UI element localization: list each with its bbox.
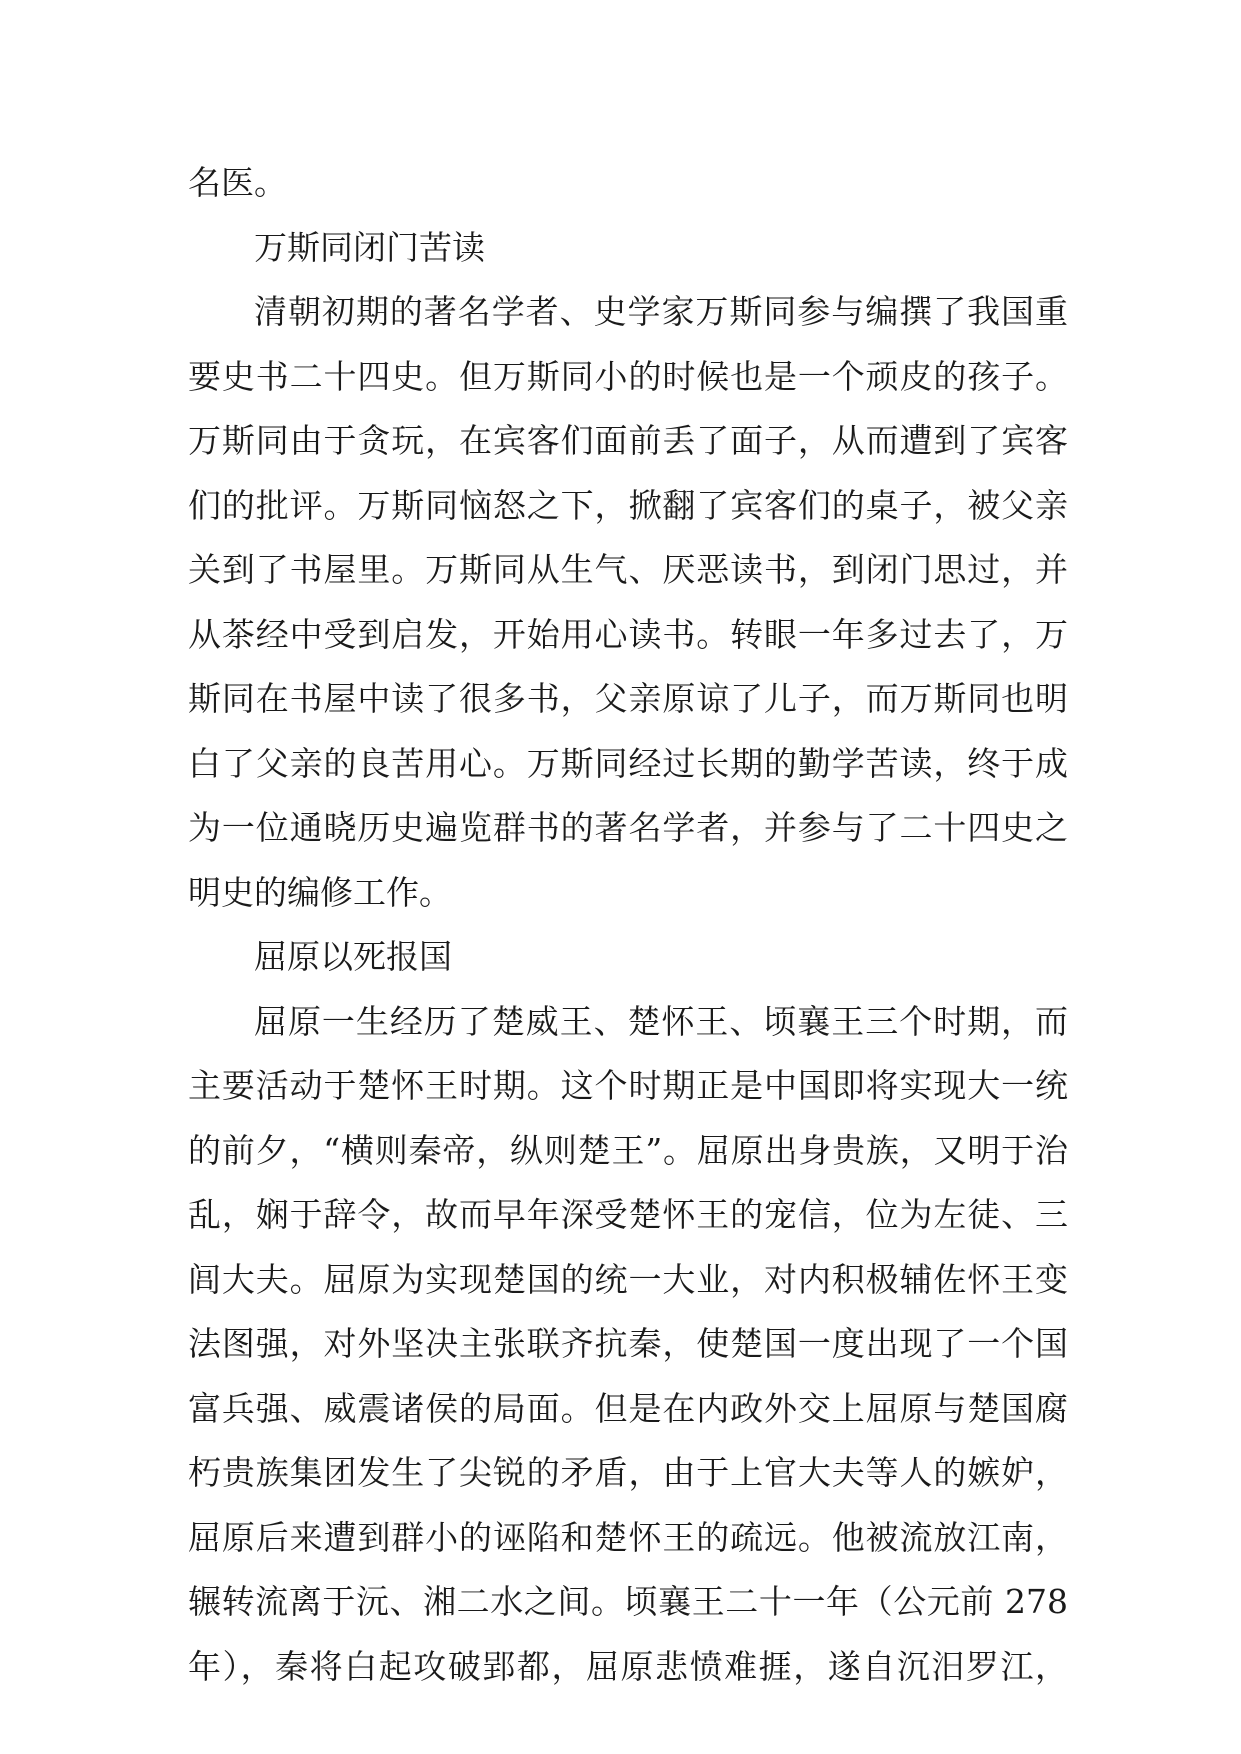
text-line: 万斯同闭门苦读 [254, 227, 485, 267]
text-line: 清朝初期的著名学者、史学家万斯同参与编撰了我国重 [254, 292, 1068, 331]
text-line: 们的批评。万斯同恼怒之下，掀翻了宾客们的桌子，被父亲 [188, 485, 1068, 525]
text-line: 屈原以死报国 [254, 937, 452, 976]
text-line: 年），秦将白起攻破郢都，屈原悲愤难捱，遂自沉汨罗江， [188, 1646, 1068, 1686]
text-line: 主要活动于楚怀王时期。这个时期正是中国即将实现大一统 [188, 1066, 1068, 1105]
text-line: 富兵强、威震诸侯的局面。但是在内政外交上屈原与楚国腐 [188, 1388, 1068, 1428]
text-line: 乱，娴于辞令，故而早年深受楚怀王的宠信，位为左徒、三 [188, 1195, 1068, 1234]
text-line: 斯同在书屋中读了很多书，父亲原谅了儿子，而万斯同也明 [188, 679, 1068, 718]
text-line: 为一位通晓历史遍览群书的著名学者，并参与了二十四史之 [188, 808, 1068, 847]
text-line: 名医。 [188, 163, 287, 202]
text-line: 屈原一生经历了楚威王、楚怀王、顷襄王三个时期，而 [254, 1001, 1068, 1041]
text-line: 白了父亲的良苦用心。万斯同经过长期的勤学苦读，终于成 [188, 743, 1068, 783]
text-line: 法图强，对外坚决主张联齐抗秦，使楚国一度出现了一个国 [188, 1324, 1068, 1363]
text-line: 明史的编修工作。 [188, 872, 452, 912]
text-line: 闾大夫。屈原为实现楚国的统一大业，对内积极辅佐怀王变 [188, 1259, 1068, 1299]
text-line: 的前夕，“横则秦帝，纵则楚王”。屈原出身贵族，又明于治 [188, 1130, 1068, 1170]
body-text [188, 151, 1068, 1699]
text-line: 朽贵族集团发生了尖锐的矛盾，由于上官大夫等人的嫉妒， [188, 1453, 1068, 1492]
text-line: 屈原后来遭到群小的诬陷和楚怀王的疏远。他被流放江南， [188, 1517, 1068, 1557]
text-line: 从茶经中受到启发，开始用心读书。转眼一年多过去了，万 [188, 614, 1068, 654]
text-line: 万斯同由于贪玩，在宾客们面前丢了面子，从而遭到了宾客 [188, 421, 1068, 460]
text-line: 要史书二十四史。但万斯同小的时候也是一个顽皮的孩子。 [188, 356, 1068, 396]
text-line: 辗转流离于沅、湘二水之间。顷襄王二十一年（公元前 278 [188, 1582, 1068, 1621]
text-line: 关到了书屋里。万斯同从生气、厌恶读书，到闭门思过，并 [188, 550, 1068, 589]
